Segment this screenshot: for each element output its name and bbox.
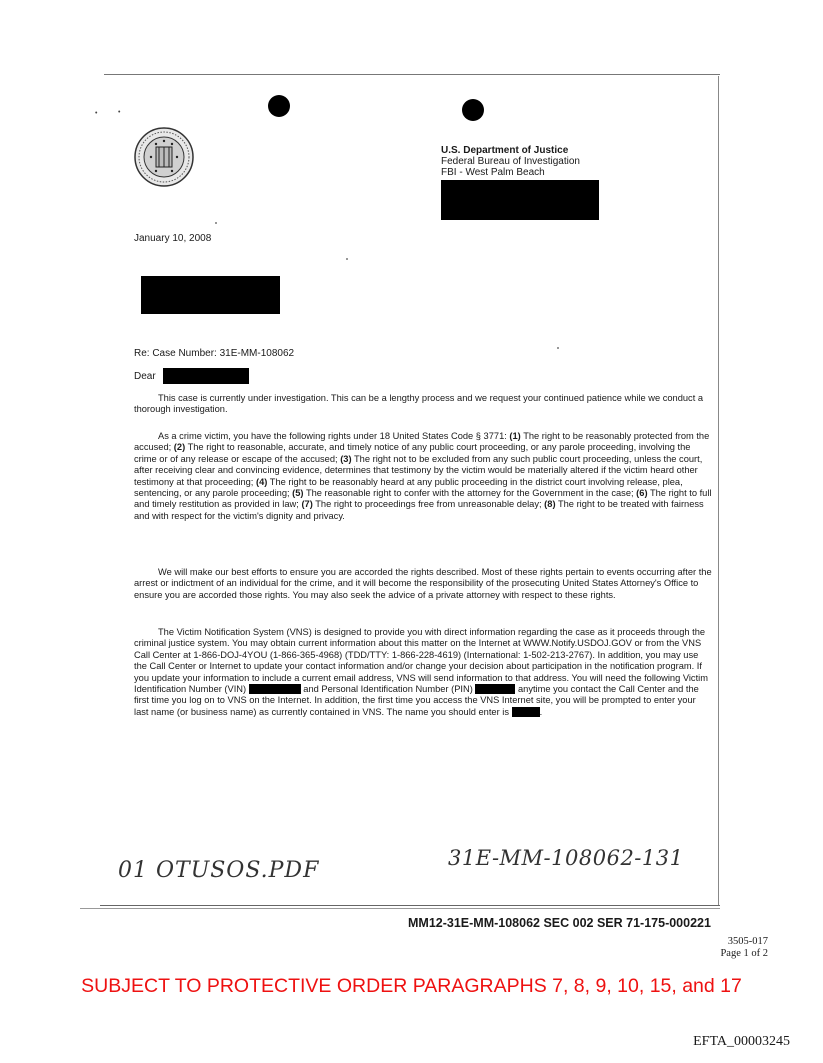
scan-frame-top xyxy=(104,74,720,75)
redacted-pin xyxy=(475,684,515,694)
right-number: (3) xyxy=(340,453,352,464)
redacted-recipient-block xyxy=(141,276,280,314)
punch-hole-left xyxy=(268,95,290,117)
scan-dot xyxy=(346,258,348,260)
scan-speck: • xyxy=(118,109,121,116)
right-number: (2) xyxy=(173,442,186,453)
right-number: (1) xyxy=(509,431,521,441)
letterhead-office: FBI - West Palm Beach xyxy=(441,167,545,178)
paragraph-rights xyxy=(134,431,712,522)
letter-date: January 10, 2008 xyxy=(134,233,212,244)
scan-speck: • xyxy=(95,110,98,117)
case-number-line: Re: Case Number: 31E-MM-108062 xyxy=(134,348,295,359)
scan-dot xyxy=(215,222,217,224)
scan-dot xyxy=(557,347,559,349)
letterhead xyxy=(441,145,580,178)
right-text: The right to reasonable, accurate, and timely notice of any public court proceeding, or any parole proceeding, involving the crime or of any release or escape of the accused; xyxy=(134,442,691,464)
scan-frame-right xyxy=(718,76,719,906)
salutation xyxy=(134,371,156,382)
right-text: The right to be treated with fairness and with respect for the victim's dignity and privacy. xyxy=(134,499,704,521)
redacted-address-block xyxy=(441,180,599,220)
vns-text-c: anytime you contact the Call Center and the first time you log on to VNS on the Internet. In addition, the first time you access the VNS Internet site, you will be prompted to enter your last name (or business name) as currently contained in VNS. The name you should enter is xyxy=(134,684,699,717)
handwritten-case-number: 31E-MM-108062-131 xyxy=(448,846,684,870)
vns-text-a: The Victim Notification System (VNS) is designed to provide you with direct information regarding the case as it proceeds through the criminal justice system. You may obtain current information about this matter on the Internet at WWW.Notify.USDOJ.GOV or from the VNS Call Center at 1-866-DOJ-4YOU (1-866-365-4968) (TDD/TTY: 1-866-228-4619) (International: 1-502-213-2767). In addition, you may use the Call Center or Internet to update your contact information and/or change your decision about participation in the notification program. If you update your information to include a current email address, VNS will send information to that address. You will need the following Victim Identification Number (VIN) xyxy=(134,627,708,695)
letterhead-bureau: Federal Bureau of Investigation xyxy=(441,156,580,167)
scan-frame-bottom xyxy=(80,908,720,909)
punch-hole-right xyxy=(462,99,484,121)
right-number: (7) xyxy=(301,499,313,510)
right-text: The right to be reasonably heard at any public proceeding in the district court involving release, plea, sentencing, or any parole proceeding; xyxy=(134,476,683,499)
right-number: (5) xyxy=(292,488,304,499)
handwritten-filename: 01 OTUSOS.PDF xyxy=(118,858,320,883)
letterhead-department: U.S. Department of Justice xyxy=(441,145,569,156)
right-number: (4) xyxy=(255,476,268,487)
salutation-text: Dear xyxy=(134,371,156,382)
vns-text-d: . xyxy=(539,706,543,717)
right-text: The right to full and timely restitution as provided in law; xyxy=(134,488,712,510)
vns-text-b: and Personal Identification Number (PIN) xyxy=(300,684,476,695)
right-text: The right to be reasonably protected from the accused; xyxy=(134,431,710,453)
document-reference xyxy=(720,936,768,960)
bates-number: MM12-31E-MM-108062 SEC 002 SER 71-175-000221 xyxy=(408,916,711,930)
page-label: Page 1 of 2 xyxy=(720,948,768,959)
right-text: The right not to be excluded from any such public court proceeding, unless the court, after receiving clear and convincing evidence, determines that testimony by the victim would be materially altered if the victim heard other testimony at that proceeding; xyxy=(134,453,703,487)
right-number: (6) xyxy=(636,488,648,499)
paragraph-1: This case is currently under investigation. This can be a lengthy process and we request your continued patience while we conduct a thorough investigation. xyxy=(134,393,704,415)
efta-identifier: EFTA_00003245 xyxy=(693,1034,790,1049)
fbi-seal-icon xyxy=(134,127,194,187)
right-number: (8) xyxy=(544,499,556,510)
protective-order-banner: SUBJECT TO PROTECTIVE ORDER PARAGRAPHS 7, 8, 9, 10, 15, and 17 xyxy=(81,975,742,997)
paragraph-vns xyxy=(134,627,712,718)
rights-intro: As a crime victim, you have the following rights under 18 United States Code § 3771: xyxy=(158,431,510,441)
right-text: The reasonable right to confer with the attorney for the Government in the case; xyxy=(303,488,637,499)
reference-code: 3505-017 xyxy=(727,936,768,947)
paragraph-3: We will make our best efforts to ensure you are accorded the rights described. Most of these rights pertain to events occurring after the arrest or indictment of an individual for the crime, and it will become the responsibility of the prosecuting United States Attorney's Office to ensure you are accorded those rights. You may also seek the advice of a private attorney with respect to these rights. xyxy=(134,567,712,600)
redacted-vin xyxy=(249,684,301,694)
redacted-recipient-name xyxy=(163,368,249,384)
scan-frame-bottom-line xyxy=(100,905,720,906)
redacted-name xyxy=(512,707,540,717)
right-text: The right to proceedings free from unreasonable delay; xyxy=(312,499,545,510)
